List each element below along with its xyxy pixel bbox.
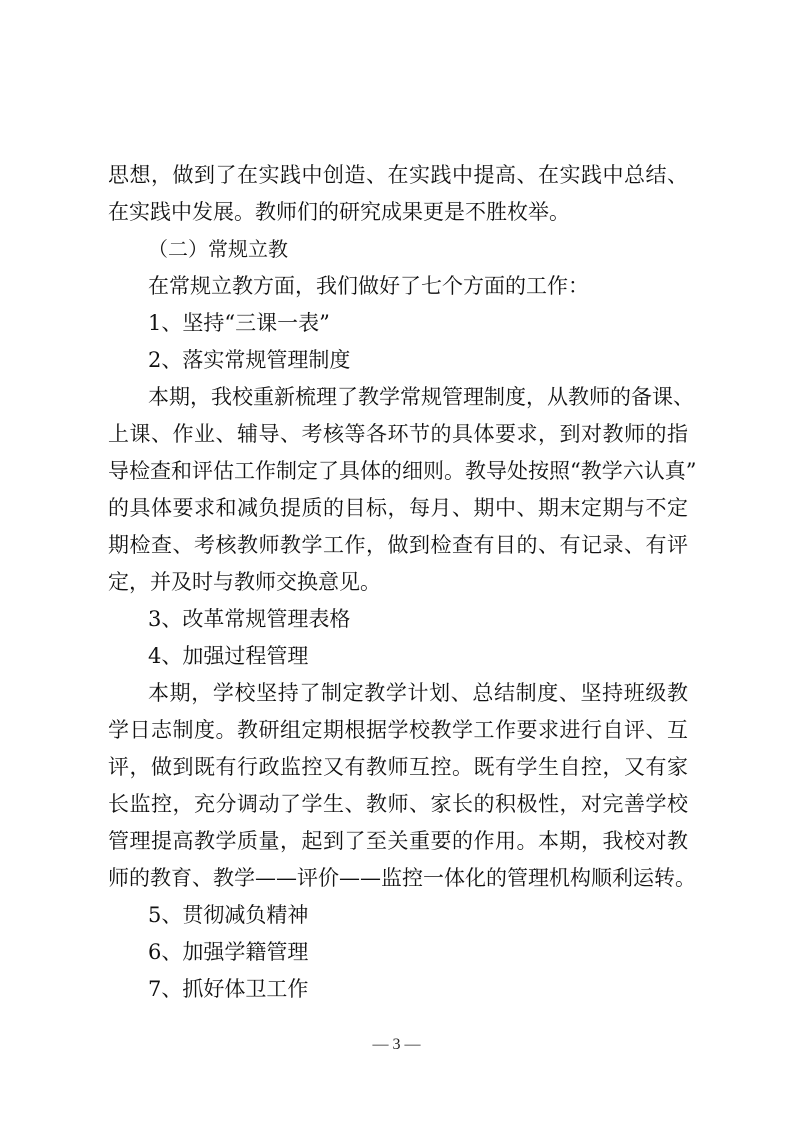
list-item: 2、落实常规管理制度: [148, 348, 351, 372]
text-line: 导检查和评估工作制定了具体的细则。教导处按照“教学六认真”: [108, 459, 697, 483]
text-line: 的具体要求和减负提质的目标，每月、期中、期末定期与不定: [108, 496, 688, 520]
text-line: 管理提高教学质量，起到了至关重要的作用。本期，我校对教: [108, 829, 688, 853]
list-item: 6、加强学籍管理: [148, 940, 309, 964]
text-line: 长监控，充分调动了学生、教师、家长的积极性，对完善学校: [108, 792, 688, 816]
list-item: 4、加强过程管理: [148, 644, 309, 668]
list-item: 1、坚持“三课一表”: [148, 311, 330, 335]
section-heading: （二）常规立教: [148, 237, 288, 261]
text-line: 定，并及时与教师交换意见。: [108, 570, 381, 594]
text-line: 师的教育、教学——评价——监控一体化的管理机构顺利运转。: [108, 866, 696, 890]
page-number: — 3 —: [372, 1036, 421, 1053]
text-line: 本期，学校坚持了制定教学计划、总结制度、坚持班级教: [148, 681, 688, 705]
text-line: 上课、作业、辅导、考核等各环节的具体要求，到对教师的指: [108, 422, 688, 446]
text-line: 思想，做到了在实践中创造、在实践中提高、在实践中总结、: [108, 163, 688, 187]
list-item: 7、抓好体卫工作: [148, 977, 309, 1001]
text-line: 在实践中发展。教师们的研究成果更是不胜枚举。: [108, 200, 570, 224]
list-item: 3、改革常规管理表格: [148, 607, 351, 631]
text-line: 评，做到既有行政监控又有教师互控。既有学生自控，又有家: [108, 755, 688, 779]
text-line: 期检查、考核教师教学工作，做到检查有目的、有记录、有评: [108, 533, 688, 557]
list-item: 5、贯彻减负精神: [148, 903, 309, 927]
text-line: 本期，我校重新梳理了教学常规管理制度，从教师的备课、: [148, 385, 694, 409]
text-line: 在常规立教方面，我们做好了七个方面的工作：: [148, 274, 589, 298]
text-line: 学日志制度。教研组定期根据学校教学工作要求进行自评、互: [108, 718, 688, 742]
